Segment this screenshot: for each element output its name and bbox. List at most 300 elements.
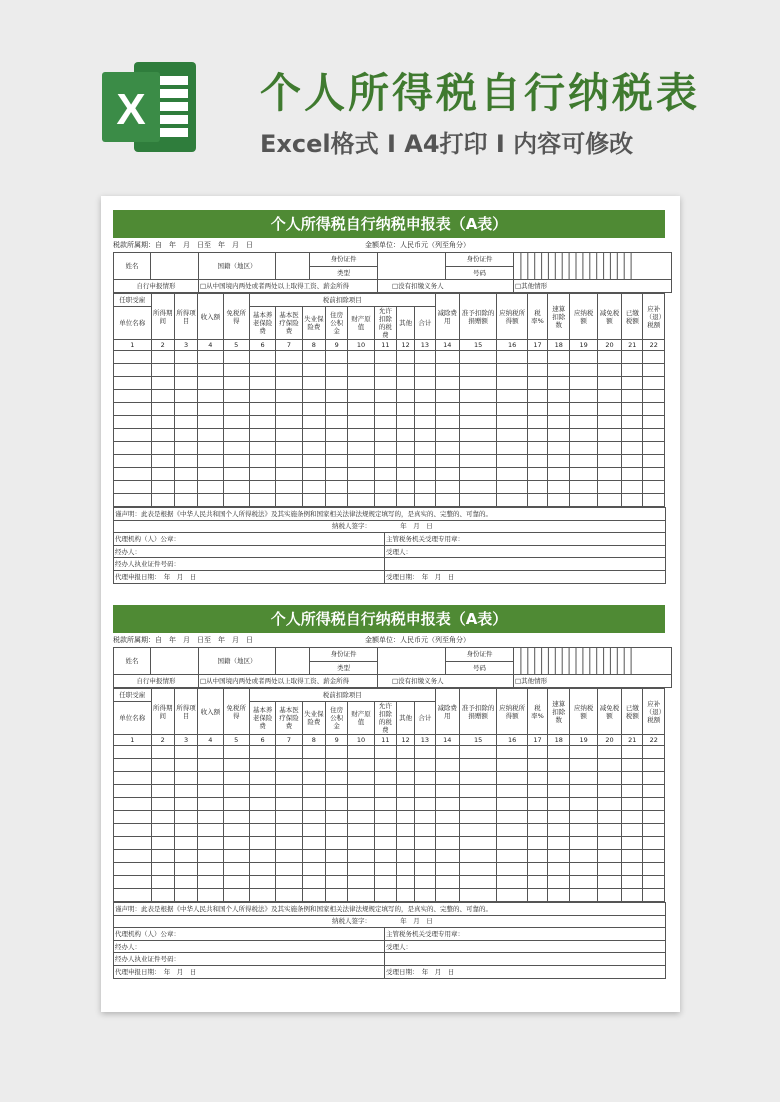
data-cell[interactable] <box>374 390 396 403</box>
data-cell[interactable] <box>435 889 459 902</box>
data-cell[interactable] <box>223 759 249 772</box>
data-cell[interactable] <box>415 351 435 364</box>
data-cell[interactable] <box>326 798 348 811</box>
data-cell[interactable] <box>570 468 597 481</box>
data-cell[interactable] <box>597 785 621 798</box>
data-cell[interactable] <box>276 455 302 468</box>
receive-date-label[interactable]: 受理日期： 年 月 日 <box>385 965 666 978</box>
data-cell[interactable] <box>198 837 223 850</box>
data-cell[interactable] <box>174 785 197 798</box>
data-cell[interactable] <box>198 759 223 772</box>
data-cell[interactable] <box>374 772 396 785</box>
data-cell[interactable] <box>435 481 459 494</box>
data-cell[interactable] <box>435 442 459 455</box>
data-cell[interactable] <box>302 468 325 481</box>
data-cell[interactable] <box>643 850 665 863</box>
agent-cert-label[interactable]: 经办人执业证件号码： <box>114 953 385 966</box>
id-type-input[interactable] <box>378 648 446 675</box>
data-cell[interactable] <box>374 429 396 442</box>
data-cell[interactable] <box>114 759 152 772</box>
data-cell[interactable] <box>497 746 527 759</box>
data-cell[interactable] <box>435 876 459 889</box>
data-cell[interactable] <box>415 850 435 863</box>
data-cell[interactable] <box>622 876 643 889</box>
data-cell[interactable] <box>570 429 597 442</box>
data-cell[interactable] <box>151 876 174 889</box>
data-cell[interactable] <box>174 850 197 863</box>
data-cell[interactable] <box>302 863 325 876</box>
data-cell[interactable] <box>397 494 415 507</box>
data-cell[interactable] <box>459 772 497 785</box>
data-cell[interactable] <box>198 390 223 403</box>
data-cell[interactable] <box>249 403 275 416</box>
data-cell[interactable] <box>597 850 621 863</box>
data-cell[interactable] <box>174 746 197 759</box>
data-cell[interactable] <box>151 390 174 403</box>
data-cell[interactable] <box>497 772 527 785</box>
data-cell[interactable] <box>198 442 223 455</box>
data-cell[interactable] <box>174 889 197 902</box>
data-cell[interactable] <box>276 746 302 759</box>
data-cell[interactable] <box>622 468 643 481</box>
data-cell[interactable] <box>348 798 374 811</box>
data-cell[interactable] <box>114 889 152 902</box>
data-cell[interactable] <box>497 455 527 468</box>
data-cell[interactable] <box>435 824 459 837</box>
data-cell[interactable] <box>435 759 459 772</box>
data-cell[interactable] <box>397 772 415 785</box>
data-cell[interactable] <box>223 798 249 811</box>
data-cell[interactable] <box>374 889 396 902</box>
data-cell[interactable] <box>643 429 665 442</box>
data-cell[interactable] <box>597 416 621 429</box>
data-cell[interactable] <box>497 481 527 494</box>
data-cell[interactable] <box>643 759 665 772</box>
data-cell[interactable] <box>415 377 435 390</box>
data-cell[interactable] <box>570 364 597 377</box>
data-cell[interactable] <box>435 850 459 863</box>
data-cell[interactable] <box>249 876 275 889</box>
data-cell[interactable] <box>326 403 348 416</box>
data-cell[interactable] <box>374 876 396 889</box>
data-cell[interactable] <box>415 481 435 494</box>
data-cell[interactable] <box>276 837 302 850</box>
data-cell[interactable] <box>223 364 249 377</box>
data-cell[interactable] <box>548 785 570 798</box>
data-cell[interactable] <box>643 481 665 494</box>
data-cell[interactable] <box>114 364 152 377</box>
data-cell[interactable] <box>397 811 415 824</box>
data-cell[interactable] <box>174 811 197 824</box>
data-cell[interactable] <box>415 364 435 377</box>
data-cell[interactable] <box>276 494 302 507</box>
data-cell[interactable] <box>198 351 223 364</box>
data-cell[interactable] <box>397 785 415 798</box>
data-cell[interactable] <box>527 416 547 429</box>
receive-date-label[interactable]: 受理日期： 年 月 日 <box>385 570 666 583</box>
data-cell[interactable] <box>643 377 665 390</box>
data-cell[interactable] <box>597 494 621 507</box>
data-cell[interactable] <box>570 442 597 455</box>
data-cell[interactable] <box>348 772 374 785</box>
data-cell[interactable] <box>435 837 459 850</box>
data-cell[interactable] <box>374 364 396 377</box>
id-number-boxes[interactable] <box>514 253 672 280</box>
data-cell[interactable] <box>597 455 621 468</box>
data-cell[interactable] <box>276 481 302 494</box>
data-cell[interactable] <box>302 455 325 468</box>
data-cell[interactable] <box>326 455 348 468</box>
data-cell[interactable] <box>597 811 621 824</box>
data-cell[interactable] <box>415 759 435 772</box>
data-cell[interactable] <box>622 351 643 364</box>
data-cell[interactable] <box>198 746 223 759</box>
data-cell[interactable] <box>527 850 547 863</box>
data-cell[interactable] <box>151 837 174 850</box>
data-cell[interactable] <box>497 364 527 377</box>
data-cell[interactable] <box>348 759 374 772</box>
data-cell[interactable] <box>597 364 621 377</box>
data-cell[interactable] <box>276 429 302 442</box>
data-cell[interactable] <box>570 494 597 507</box>
data-cell[interactable] <box>622 481 643 494</box>
data-cell[interactable] <box>622 759 643 772</box>
data-cell[interactable] <box>415 876 435 889</box>
data-cell[interactable] <box>223 850 249 863</box>
data-cell[interactable] <box>276 772 302 785</box>
data-cell[interactable] <box>597 837 621 850</box>
data-cell[interactable] <box>249 429 275 442</box>
data-cell[interactable] <box>548 824 570 837</box>
data-cell[interactable] <box>326 429 348 442</box>
data-cell[interactable] <box>174 798 197 811</box>
data-cell[interactable] <box>435 364 459 377</box>
data-cell[interactable] <box>548 850 570 863</box>
data-cell[interactable] <box>348 429 374 442</box>
data-cell[interactable] <box>548 416 570 429</box>
data-cell[interactable] <box>622 785 643 798</box>
data-cell[interactable] <box>497 850 527 863</box>
data-cell[interactable] <box>249 481 275 494</box>
data-cell[interactable] <box>374 481 396 494</box>
data-cell[interactable] <box>397 850 415 863</box>
data-cell[interactable] <box>326 377 348 390</box>
data-cell[interactable] <box>276 850 302 863</box>
data-cell[interactable] <box>174 351 197 364</box>
data-cell[interactable] <box>497 377 527 390</box>
name-input[interactable] <box>151 648 199 675</box>
data-cell[interactable] <box>459 403 497 416</box>
data-cell[interactable] <box>374 455 396 468</box>
data-cell[interactable] <box>326 837 348 850</box>
data-cell[interactable] <box>459 351 497 364</box>
data-cell[interactable] <box>151 759 174 772</box>
data-cell[interactable] <box>114 481 152 494</box>
data-cell[interactable] <box>249 889 275 902</box>
data-cell[interactable] <box>302 481 325 494</box>
data-cell[interactable] <box>114 455 152 468</box>
data-cell[interactable] <box>459 876 497 889</box>
data-cell[interactable] <box>302 759 325 772</box>
agent-date-label[interactable]: 代理申报日期： 年 月 日 <box>114 965 385 978</box>
data-cell[interactable] <box>497 429 527 442</box>
data-cell[interactable] <box>114 798 152 811</box>
data-cell[interactable] <box>302 377 325 390</box>
data-cell[interactable] <box>397 746 415 759</box>
data-cell[interactable] <box>435 772 459 785</box>
data-cell[interactable] <box>527 468 547 481</box>
data-cell[interactable] <box>249 494 275 507</box>
data-cell[interactable] <box>223 351 249 364</box>
data-cell[interactable] <box>114 850 152 863</box>
data-cell[interactable] <box>643 863 665 876</box>
data-cell[interactable] <box>276 351 302 364</box>
data-cell[interactable] <box>643 416 665 429</box>
data-cell[interactable] <box>397 876 415 889</box>
data-cell[interactable] <box>527 429 547 442</box>
data-cell[interactable] <box>435 811 459 824</box>
data-cell[interactable] <box>276 759 302 772</box>
data-cell[interactable] <box>198 876 223 889</box>
data-cell[interactable] <box>326 351 348 364</box>
data-cell[interactable] <box>570 785 597 798</box>
data-cell[interactable] <box>435 468 459 481</box>
data-cell[interactable] <box>151 824 174 837</box>
data-cell[interactable] <box>276 468 302 481</box>
data-cell[interactable] <box>527 824 547 837</box>
data-cell[interactable] <box>622 824 643 837</box>
data-cell[interactable] <box>276 863 302 876</box>
data-cell[interactable] <box>570 876 597 889</box>
data-cell[interactable] <box>415 863 435 876</box>
data-cell[interactable] <box>326 772 348 785</box>
data-cell[interactable] <box>415 416 435 429</box>
data-cell[interactable] <box>497 442 527 455</box>
data-cell[interactable] <box>597 377 621 390</box>
data-cell[interactable] <box>415 455 435 468</box>
data-cell[interactable] <box>374 850 396 863</box>
data-cell[interactable] <box>397 837 415 850</box>
data-cell[interactable] <box>415 746 435 759</box>
data-cell[interactable] <box>348 416 374 429</box>
data-cell[interactable] <box>570 746 597 759</box>
data-cell[interactable] <box>527 351 547 364</box>
data-cell[interactable] <box>198 850 223 863</box>
data-cell[interactable] <box>151 429 174 442</box>
data-cell[interactable] <box>276 785 302 798</box>
data-cell[interactable] <box>174 416 197 429</box>
data-cell[interactable] <box>548 494 570 507</box>
data-cell[interactable] <box>643 455 665 468</box>
data-cell[interactable] <box>302 403 325 416</box>
data-cell[interactable] <box>548 746 570 759</box>
data-cell[interactable] <box>151 481 174 494</box>
data-cell[interactable] <box>223 455 249 468</box>
data-cell[interactable] <box>570 759 597 772</box>
data-cell[interactable] <box>374 442 396 455</box>
data-cell[interactable] <box>114 494 152 507</box>
data-cell[interactable] <box>276 876 302 889</box>
data-cell[interactable] <box>397 442 415 455</box>
data-cell[interactable] <box>348 351 374 364</box>
data-cell[interactable] <box>302 824 325 837</box>
data-cell[interactable] <box>435 455 459 468</box>
data-cell[interactable] <box>570 889 597 902</box>
data-cell[interactable] <box>374 824 396 837</box>
data-cell[interactable] <box>570 390 597 403</box>
data-cell[interactable] <box>548 481 570 494</box>
data-cell[interactable] <box>548 759 570 772</box>
data-cell[interactable] <box>114 811 152 824</box>
data-cell[interactable] <box>374 494 396 507</box>
data-cell[interactable] <box>276 377 302 390</box>
data-cell[interactable] <box>223 377 249 390</box>
situation-option-1[interactable]: □从中国境内两处或者两处以上取得工资、薪金所得 <box>199 280 378 293</box>
data-cell[interactable] <box>174 772 197 785</box>
data-cell[interactable] <box>326 785 348 798</box>
data-cell[interactable] <box>302 811 325 824</box>
data-cell[interactable] <box>643 876 665 889</box>
data-cell[interactable] <box>223 416 249 429</box>
id-type-input[interactable] <box>378 253 446 280</box>
signature-line[interactable]: 纳税人签字： 年 月 日 <box>114 520 666 533</box>
data-cell[interactable] <box>527 798 547 811</box>
data-cell[interactable] <box>527 746 547 759</box>
data-cell[interactable] <box>302 351 325 364</box>
data-cell[interactable] <box>459 481 497 494</box>
data-cell[interactable] <box>374 759 396 772</box>
data-cell[interactable] <box>397 759 415 772</box>
data-cell[interactable] <box>548 837 570 850</box>
data-cell[interactable] <box>223 785 249 798</box>
data-cell[interactable] <box>548 442 570 455</box>
data-cell[interactable] <box>497 837 527 850</box>
data-cell[interactable] <box>348 481 374 494</box>
data-cell[interactable] <box>527 455 547 468</box>
data-cell[interactable] <box>548 429 570 442</box>
data-cell[interactable] <box>223 481 249 494</box>
data-cell[interactable] <box>527 364 547 377</box>
data-cell[interactable] <box>497 798 527 811</box>
data-cell[interactable] <box>174 377 197 390</box>
data-cell[interactable] <box>459 390 497 403</box>
data-cell[interactable] <box>348 876 374 889</box>
data-cell[interactable] <box>643 442 665 455</box>
data-cell[interactable] <box>223 468 249 481</box>
data-cell[interactable] <box>223 746 249 759</box>
data-cell[interactable] <box>622 863 643 876</box>
data-cell[interactable] <box>198 403 223 416</box>
data-cell[interactable] <box>302 494 325 507</box>
data-cell[interactable] <box>151 798 174 811</box>
data-cell[interactable] <box>497 416 527 429</box>
data-cell[interactable] <box>459 455 497 468</box>
data-cell[interactable] <box>223 837 249 850</box>
data-cell[interactable] <box>415 837 435 850</box>
data-cell[interactable] <box>249 837 275 850</box>
data-cell[interactable] <box>151 377 174 390</box>
data-cell[interactable] <box>643 351 665 364</box>
nationality-input[interactable] <box>276 253 310 280</box>
data-cell[interactable] <box>276 364 302 377</box>
data-cell[interactable] <box>548 377 570 390</box>
data-cell[interactable] <box>570 772 597 785</box>
data-cell[interactable] <box>326 876 348 889</box>
data-cell[interactable] <box>114 837 152 850</box>
data-cell[interactable] <box>198 416 223 429</box>
data-cell[interactable] <box>570 824 597 837</box>
data-cell[interactable] <box>114 442 152 455</box>
data-cell[interactable] <box>415 390 435 403</box>
data-cell[interactable] <box>397 863 415 876</box>
data-cell[interactable] <box>415 811 435 824</box>
data-cell[interactable] <box>151 442 174 455</box>
data-cell[interactable] <box>198 772 223 785</box>
data-cell[interactable] <box>622 772 643 785</box>
data-cell[interactable] <box>497 468 527 481</box>
data-cell[interactable] <box>348 377 374 390</box>
data-cell[interactable] <box>223 863 249 876</box>
data-cell[interactable] <box>326 494 348 507</box>
data-cell[interactable] <box>548 811 570 824</box>
data-cell[interactable] <box>597 390 621 403</box>
data-cell[interactable] <box>326 889 348 902</box>
data-cell[interactable] <box>548 772 570 785</box>
data-cell[interactable] <box>459 416 497 429</box>
data-cell[interactable] <box>302 850 325 863</box>
data-cell[interactable] <box>114 377 152 390</box>
data-cell[interactable] <box>497 863 527 876</box>
data-cell[interactable] <box>643 785 665 798</box>
data-cell[interactable] <box>348 746 374 759</box>
data-cell[interactable] <box>597 442 621 455</box>
data-cell[interactable] <box>151 746 174 759</box>
data-cell[interactable] <box>174 455 197 468</box>
data-cell[interactable] <box>415 442 435 455</box>
data-cell[interactable] <box>174 429 197 442</box>
data-cell[interactable] <box>114 429 152 442</box>
data-cell[interactable] <box>326 468 348 481</box>
data-cell[interactable] <box>374 416 396 429</box>
data-cell[interactable] <box>459 364 497 377</box>
data-cell[interactable] <box>622 364 643 377</box>
data-cell[interactable] <box>527 772 547 785</box>
data-cell[interactable] <box>622 455 643 468</box>
data-cell[interactable] <box>348 837 374 850</box>
data-cell[interactable] <box>527 442 547 455</box>
data-cell[interactable] <box>527 785 547 798</box>
data-cell[interactable] <box>198 429 223 442</box>
data-cell[interactable] <box>223 811 249 824</box>
data-cell[interactable] <box>223 403 249 416</box>
data-cell[interactable] <box>570 416 597 429</box>
data-cell[interactable] <box>374 403 396 416</box>
data-cell[interactable] <box>570 837 597 850</box>
data-cell[interactable] <box>497 390 527 403</box>
data-cell[interactable] <box>302 876 325 889</box>
data-cell[interactable] <box>374 863 396 876</box>
data-cell[interactable] <box>151 403 174 416</box>
data-cell[interactable] <box>570 811 597 824</box>
agent-cert-label[interactable]: 经办人执业证件号码： <box>114 558 385 571</box>
data-cell[interactable] <box>415 772 435 785</box>
data-cell[interactable] <box>548 403 570 416</box>
data-cell[interactable] <box>435 785 459 798</box>
data-cell[interactable] <box>114 416 152 429</box>
data-cell[interactable] <box>302 364 325 377</box>
data-cell[interactable] <box>223 494 249 507</box>
data-cell[interactable] <box>415 889 435 902</box>
